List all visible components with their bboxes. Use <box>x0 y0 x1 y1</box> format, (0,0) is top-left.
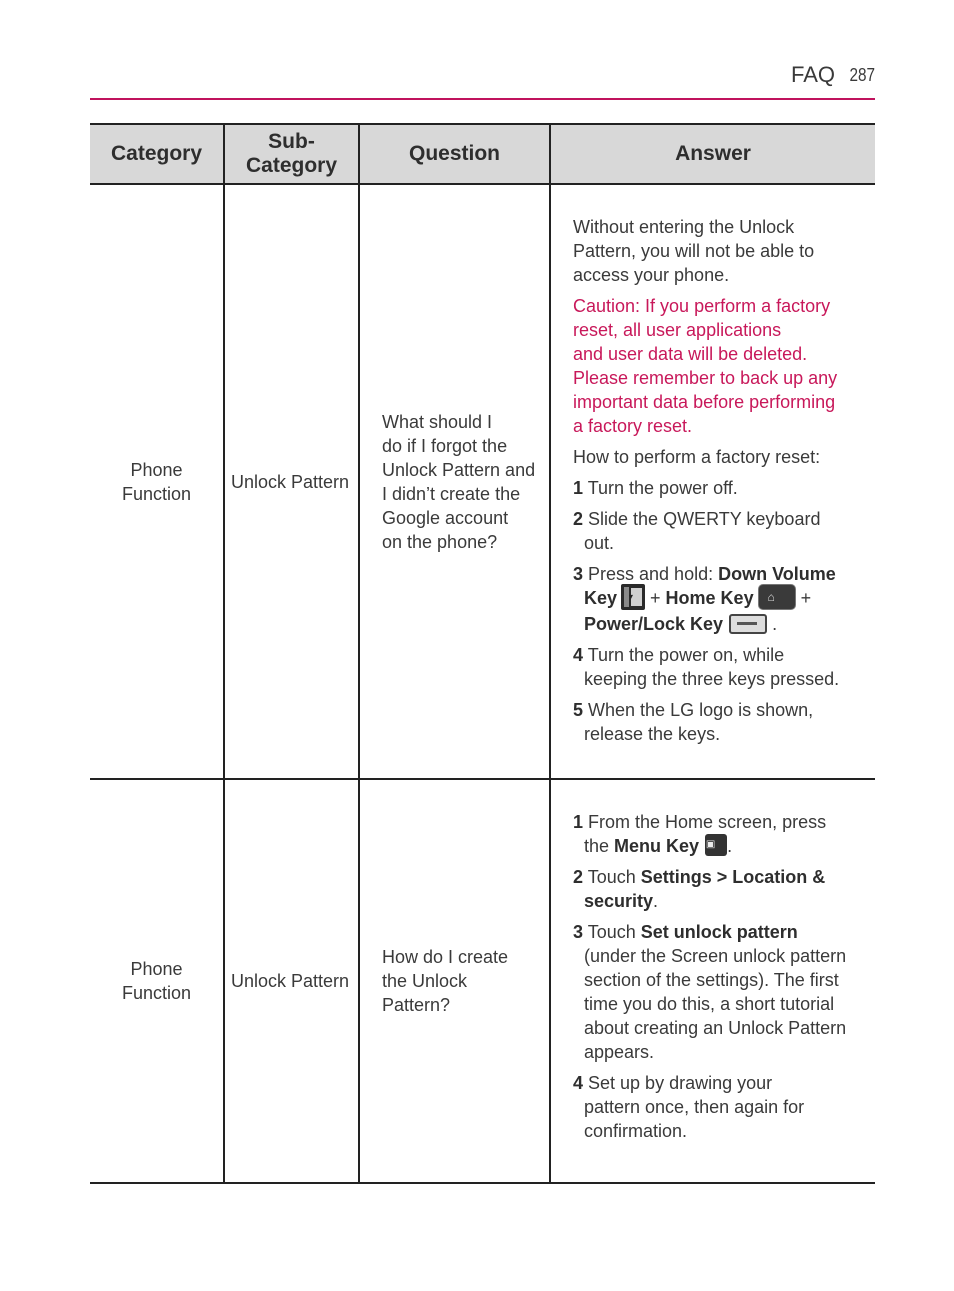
power-lock-key-label: Power/Lock Key <box>584 614 724 635</box>
answer-cell <box>550 779 875 1183</box>
answer-cell <box>550 184 875 779</box>
faq-table <box>90 123 875 1184</box>
header-answer: Answer <box>550 124 875 184</box>
menu-key-icon: ▣ <box>705 834 727 856</box>
subcategory-cell: Unlock Pattern <box>224 184 359 779</box>
step-text: Touch <box>583 867 641 888</box>
howto-text: How to perform a factory reset: <box>573 447 821 467</box>
step-number: 3 <box>573 922 584 943</box>
step-1 <box>573 476 863 500</box>
home-key-icon: ⌂ <box>758 584 796 610</box>
settings-path: Settings > Location & security <box>584 867 826 912</box>
down-volume-key-icon: ▾ <box>621 584 645 610</box>
category-cell: Phone Function <box>90 184 224 779</box>
step-4 <box>573 1071 863 1143</box>
step-detail: (under the Screen unlock pattern section of the settings). The first time you do this, a short tutorial about creating an Unlock Pattern appears. <box>584 946 847 1063</box>
step-number: 1 <box>573 478 584 498</box>
step-text: Press and hold: <box>583 564 719 584</box>
step-text: When the LG logo is shown, release the keys. <box>584 700 814 745</box>
step-end: . <box>653 891 659 912</box>
step-text: Slide the QWERTY keyboard out. <box>584 509 821 553</box>
caution-text: Caution: If you perform a factory reset, all user applications and user data will be deleted. Please remember to back up any important data before performing a factory reset. <box>573 296 838 436</box>
step-text: From the Home screen, press the <box>584 812 827 856</box>
step-number: 5 <box>573 700 584 721</box>
step-number: 2 <box>573 867 584 888</box>
answer-intro: Without entering the Unlock Pattern, you will not be able to access your phone. <box>573 217 815 285</box>
home-key-label: Home Key <box>665 588 754 608</box>
step-3 <box>573 562 863 636</box>
subcategory-cell: Unlock Pattern <box>224 779 359 1183</box>
step-text: Turn the power off. <box>583 478 738 498</box>
page-number: 287 <box>849 65 875 85</box>
down-volume-key-label: Down Volume Key <box>584 564 836 608</box>
header-category: Category <box>90 124 224 184</box>
step-2 <box>573 507 863 555</box>
menu-key-label: Menu Key <box>614 836 700 856</box>
step-3 <box>573 920 863 1064</box>
step-5 <box>573 698 863 746</box>
step-4 <box>573 643 863 691</box>
set-unlock-pattern-label: Set unlock pattern <box>640 922 798 943</box>
plus-sign: + <box>645 588 666 608</box>
question-cell: What should I do if I forgot the Unlock Pattern and I didn’t create the Google account on the phone? <box>359 184 550 779</box>
plus-sign: + <box>795 588 812 608</box>
table-row <box>90 184 875 779</box>
table-header-row <box>90 124 875 184</box>
step-end: . <box>727 836 733 856</box>
page-header <box>90 62 875 100</box>
header-subcategory: Sub- Category <box>224 124 359 184</box>
step-number: 4 <box>573 645 584 666</box>
question-cell: How do I create the Unlock Pattern? <box>359 779 550 1183</box>
step-2 <box>573 865 863 913</box>
step-text: Touch <box>583 922 641 943</box>
step-number: 4 <box>573 1073 584 1094</box>
category-cell: Phone Function <box>90 779 224 1183</box>
step-number: 3 <box>573 564 584 584</box>
step-number: 2 <box>573 509 584 529</box>
step-end: . <box>767 614 778 635</box>
header-question: Question <box>359 124 550 184</box>
step-1 <box>573 810 863 858</box>
step-text: Turn the power on, while keeping the three keys pressed. <box>584 645 840 690</box>
table-row <box>90 779 875 1183</box>
power-lock-key-icon <box>729 614 767 634</box>
step-number: 1 <box>573 812 584 832</box>
step-text: Set up by drawing your pattern once, then again for confirmation. <box>584 1073 805 1142</box>
section-title: FAQ <box>790 62 835 87</box>
